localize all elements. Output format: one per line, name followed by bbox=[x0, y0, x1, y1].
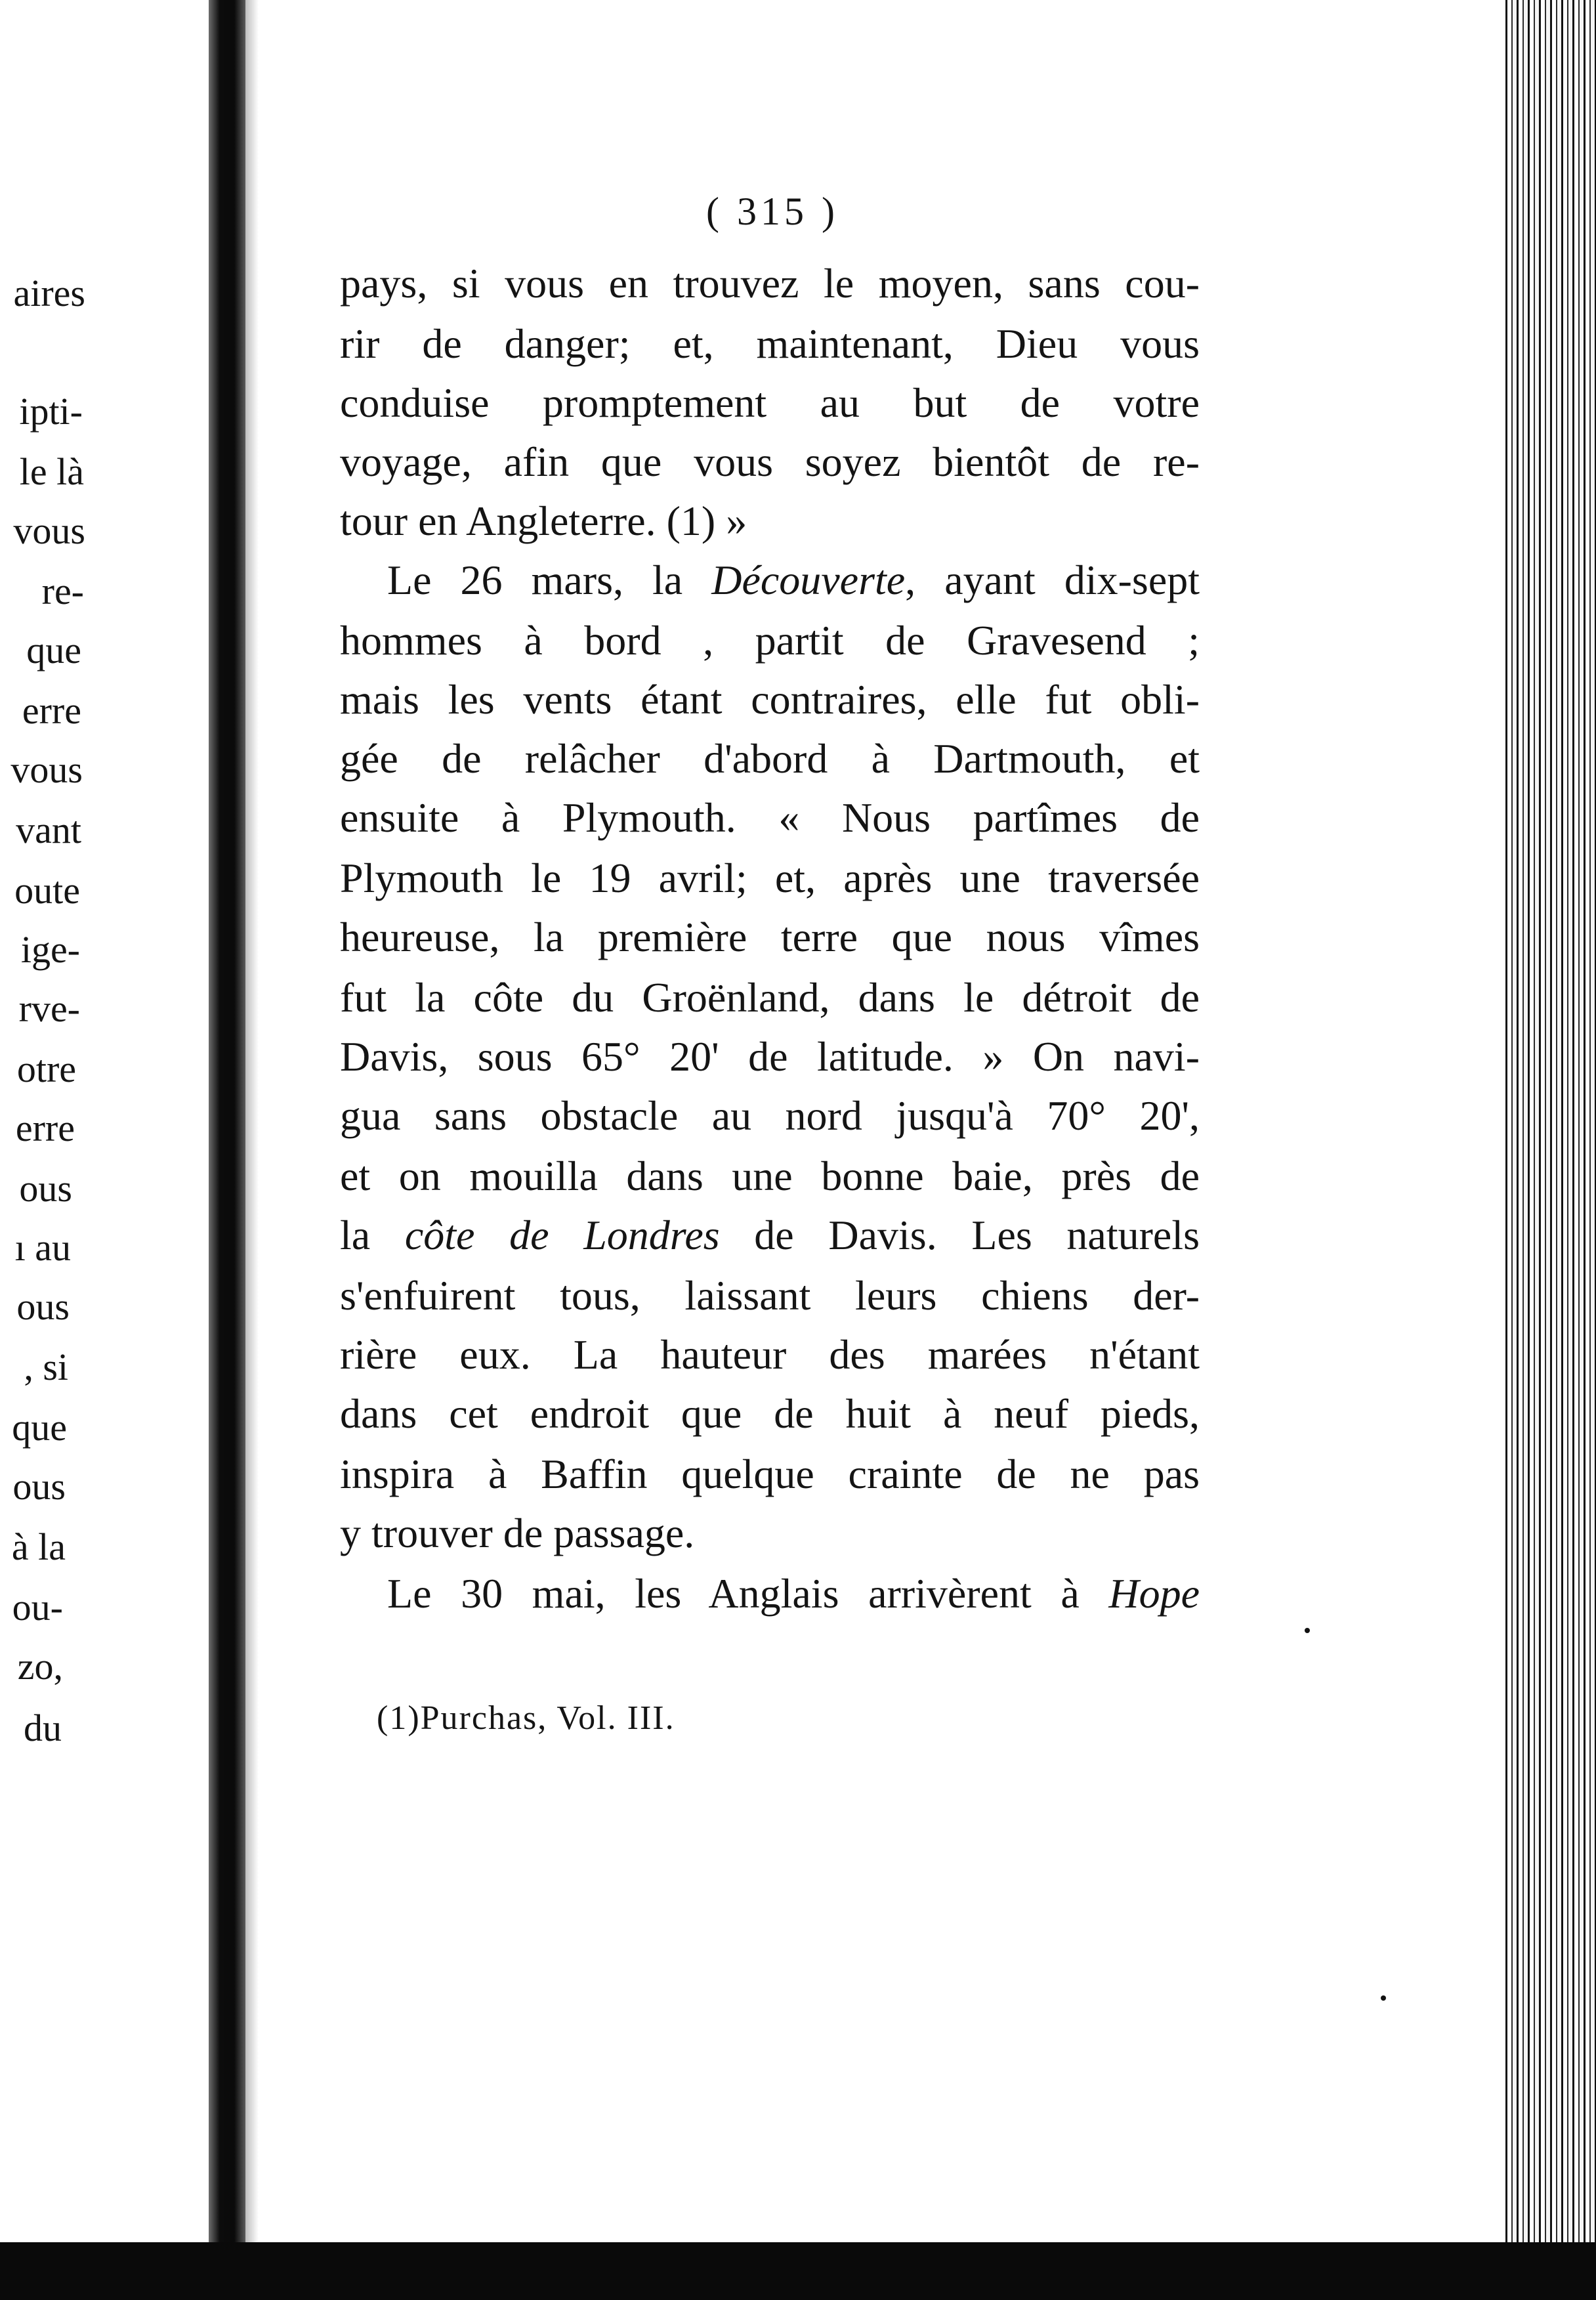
left-page-line: ous bbox=[16, 1285, 70, 1328]
left-page-line: oute bbox=[14, 869, 80, 912]
text-line-mixed bbox=[387, 559, 1200, 601]
ink-speck bbox=[1381, 1995, 1386, 2001]
text-span: de Davis. Les naturels bbox=[719, 1212, 1200, 1258]
text-span: , ayant dix-sept bbox=[905, 557, 1200, 603]
text-line: ensuite à Plymouth. « Nous partîmes de bbox=[340, 794, 1200, 841]
text-line: tour en Angleterre. (1) » bbox=[340, 498, 747, 544]
text-line: mais les vents étant contraires, elle fut obli- bbox=[340, 676, 1200, 723]
text-line: gua sans obstacle au nord jusqu'à 70° 20', bbox=[340, 1092, 1200, 1139]
left-page-line: ou- bbox=[12, 1586, 63, 1629]
text-line: fut la côte du Groënland, dans le détroit de bbox=[340, 974, 1200, 1021]
text-line: Davis, sous 65° 20' de latitude. » On navi- bbox=[340, 1033, 1200, 1080]
text-line: et on mouilla dans une bonne baie, près de bbox=[340, 1153, 1200, 1199]
book-gutter-shadow bbox=[209, 0, 245, 2300]
place-name-italic: Hope bbox=[1108, 1570, 1200, 1617]
text-line: inspira à Baffin quelque crainte de ne pas bbox=[340, 1451, 1200, 1497]
left-page-line: otre bbox=[16, 1048, 76, 1090]
left-page-line: à la bbox=[11, 1525, 66, 1568]
left-page-line: rve- bbox=[18, 987, 80, 1030]
left-page-line: le là bbox=[19, 450, 84, 493]
left-page-line: ı au bbox=[14, 1226, 71, 1269]
left-page-line: que bbox=[26, 629, 81, 671]
text-line: rir de danger; et, maintenant, Dieu vous bbox=[340, 320, 1200, 367]
left-page-line: vous bbox=[13, 509, 85, 552]
left-page-line: ous bbox=[12, 1465, 66, 1508]
left-page-line: que bbox=[12, 1406, 67, 1449]
text-line: Plymouth le 19 avril; et, après une traversée bbox=[340, 855, 1200, 901]
text-line: hommes à bord , partit de Gravesend ; bbox=[340, 617, 1200, 664]
text-line: y trouver de passage. bbox=[340, 1510, 695, 1556]
text-line: s'enfuirent tous, laissant leurs chiens der- bbox=[340, 1272, 1200, 1319]
text-line-mixed bbox=[340, 1214, 1200, 1256]
text-line: voyage, afin que vous soyez bientôt de re- bbox=[340, 438, 1200, 485]
left-page-line: zo, bbox=[17, 1645, 63, 1688]
place-name-italic: côte de Londres bbox=[404, 1212, 720, 1258]
left-page-line: re- bbox=[41, 570, 84, 612]
left-page-line: erre bbox=[22, 689, 81, 732]
text-line: pays, si vous en trouvez le moyen, sans cou- bbox=[340, 260, 1200, 307]
scan-border bbox=[0, 2242, 1596, 2300]
text-line: rière eux. La hauteur des marées n'étant bbox=[340, 1331, 1200, 1378]
text-line: conduise promptement au but de votre bbox=[340, 379, 1200, 426]
page-number: ( 315 ) bbox=[706, 190, 839, 233]
text-line: gée de relâcher d'abord à Dartmouth, et bbox=[340, 735, 1200, 782]
text-line: dans cet endroit que de huit à neuf pieds, bbox=[340, 1390, 1200, 1437]
left-facing-page bbox=[0, 0, 209, 2300]
left-page-line: ous bbox=[19, 1167, 72, 1210]
left-page-line: aires bbox=[13, 272, 85, 314]
text-line: heureuse, la première terre que nous vîmes bbox=[340, 914, 1200, 960]
text-line-mixed bbox=[387, 1570, 1200, 1617]
left-page-line: ipti- bbox=[19, 390, 83, 433]
text-span: la bbox=[340, 1212, 405, 1258]
footnote: (1)Purchas, Vol. III. bbox=[377, 1699, 675, 1737]
gutter-fade bbox=[245, 0, 259, 2300]
page-stack-edge bbox=[1505, 0, 1596, 2300]
text-span: Le 30 mai, les Anglais arrivèrent à bbox=[387, 1570, 1109, 1617]
left-page-line: vant bbox=[16, 809, 81, 851]
text-span: Le 26 mars, la bbox=[387, 557, 712, 603]
left-page-line: , si bbox=[24, 1346, 68, 1388]
ink-speck bbox=[1305, 1628, 1310, 1633]
left-page-line: ige- bbox=[20, 928, 80, 971]
left-page-line: vous bbox=[10, 748, 83, 791]
ship-name-italic: Découverte bbox=[711, 557, 906, 603]
left-page-line: du bbox=[24, 1707, 62, 1749]
left-page-line: erre bbox=[15, 1107, 75, 1149]
